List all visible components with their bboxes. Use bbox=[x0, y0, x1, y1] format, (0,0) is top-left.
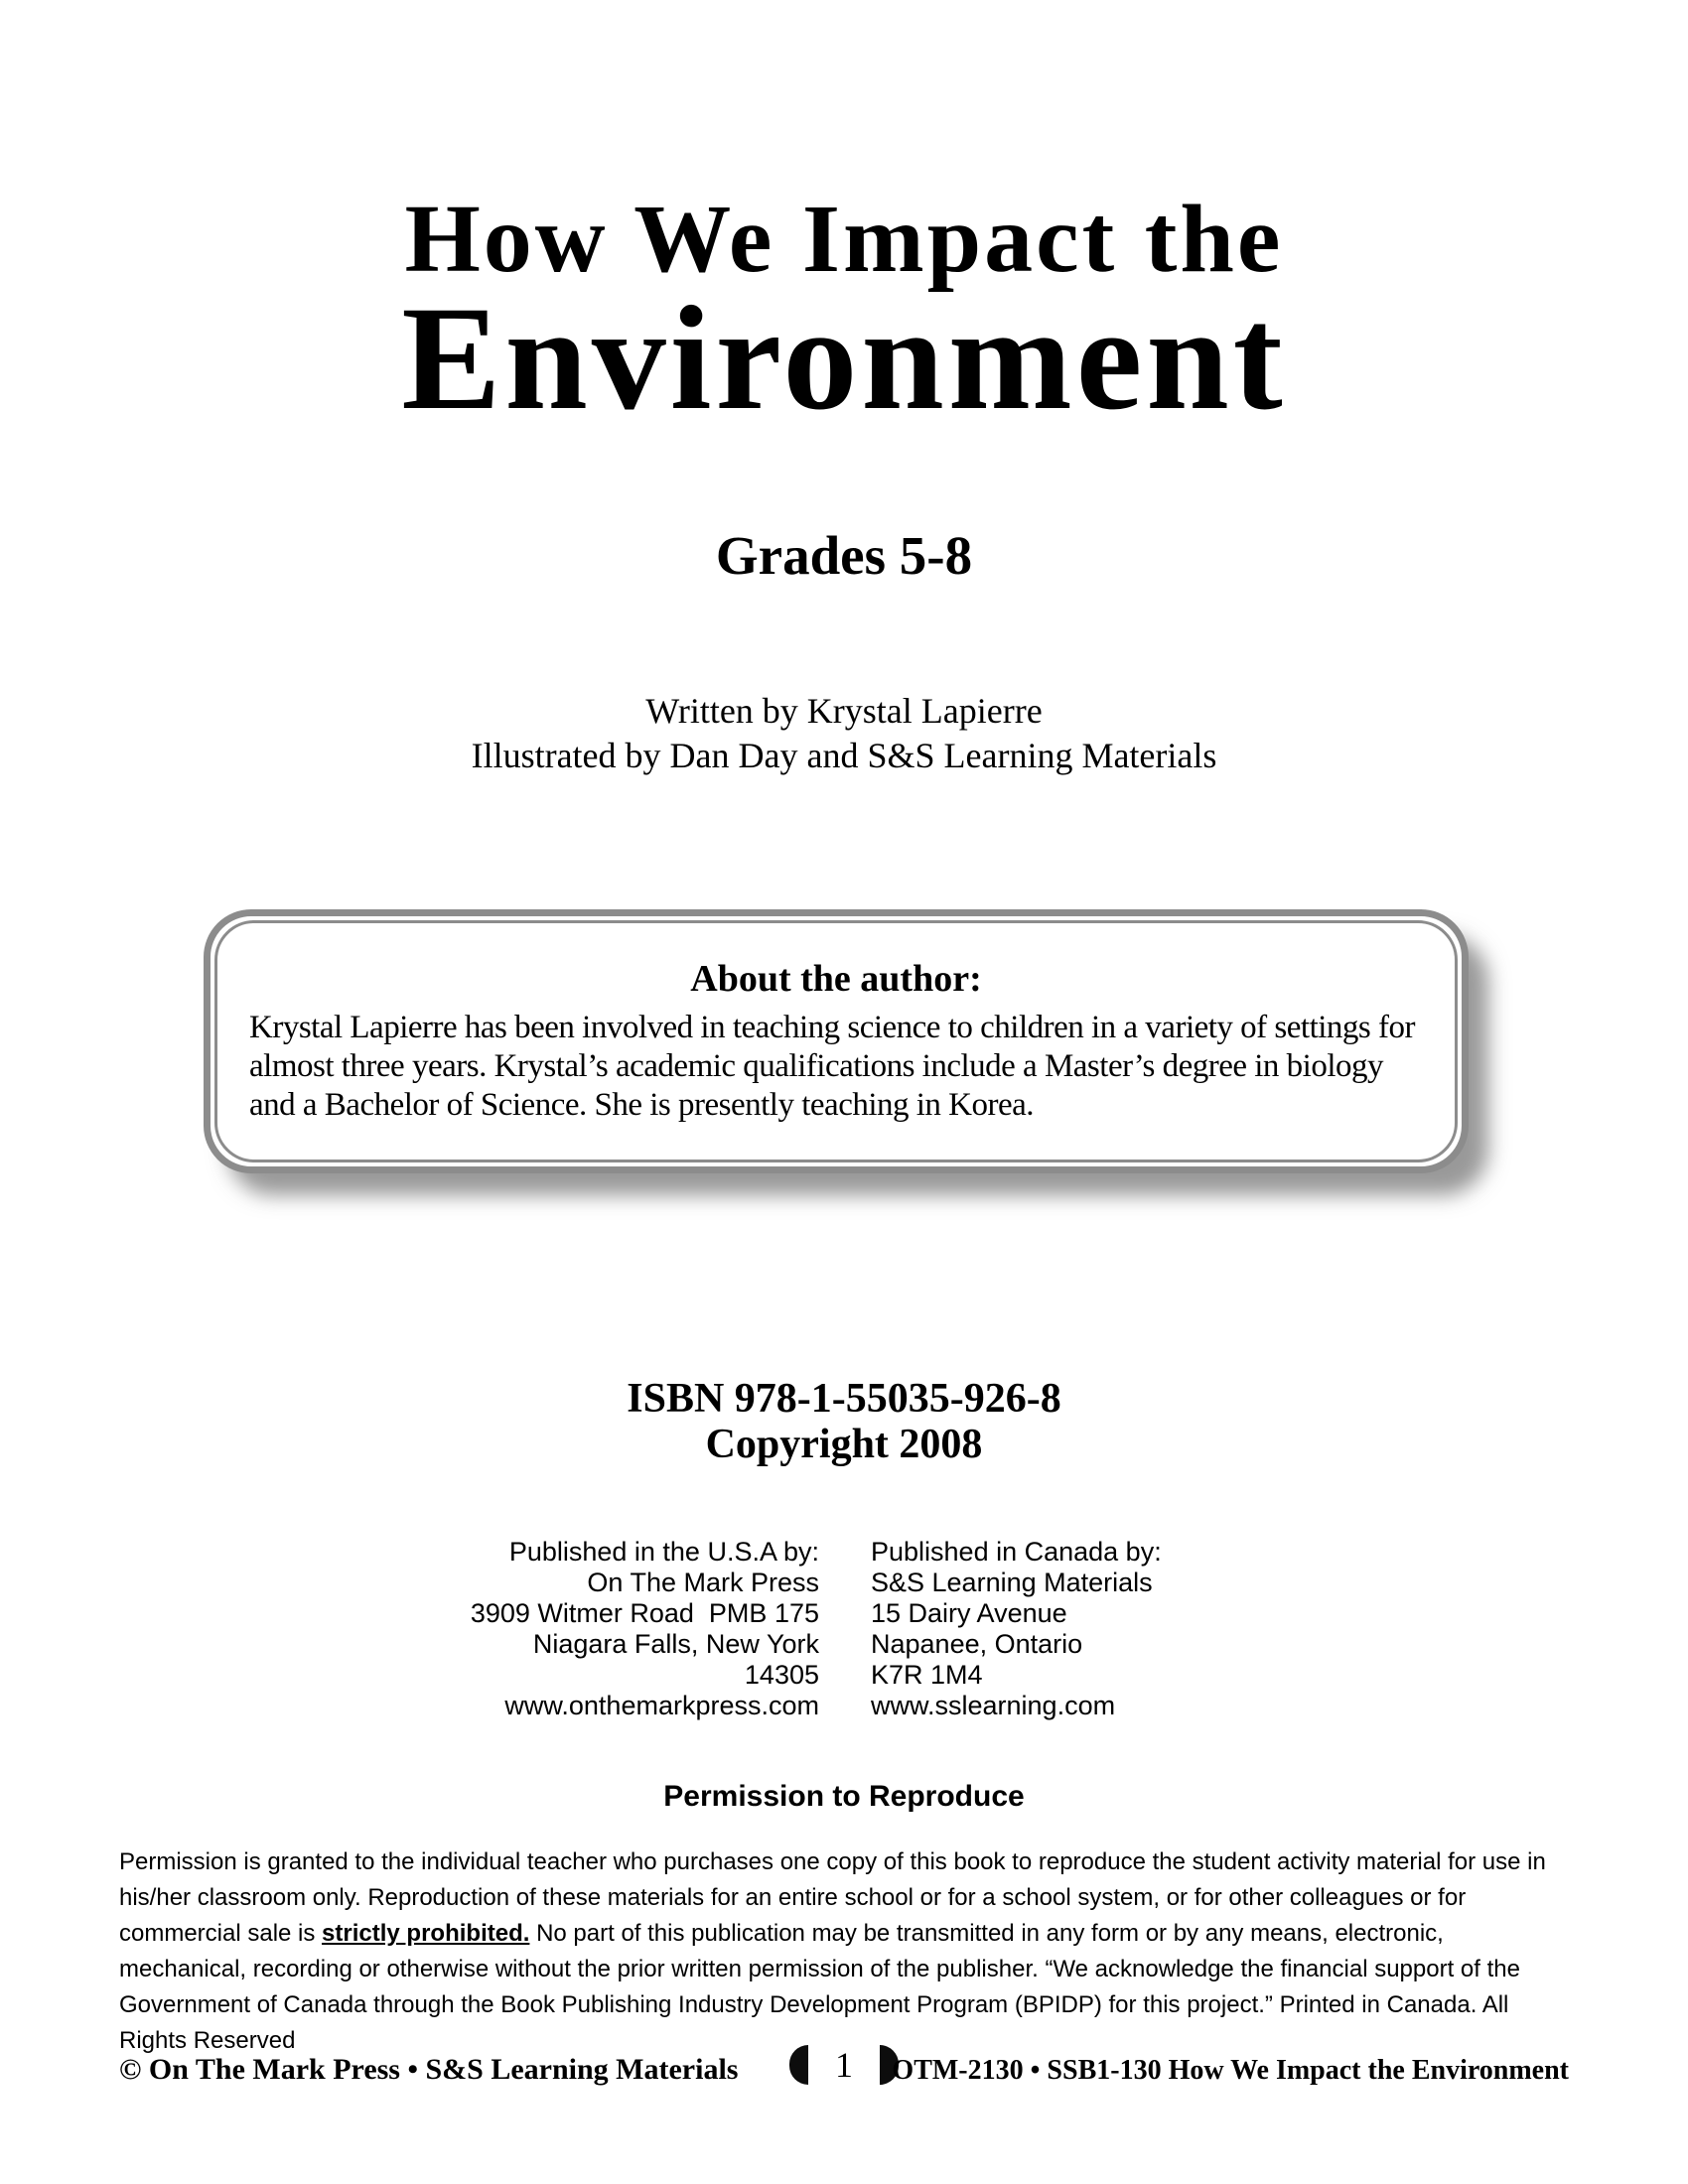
page-marker-left-icon bbox=[789, 2045, 808, 2085]
publisher-usa-column bbox=[471, 1537, 819, 1721]
publisher-usa-url: www.onthemarkpress.com bbox=[504, 1691, 819, 1720]
permission-heading: Permission to Reproduce bbox=[663, 1780, 1025, 1813]
permission-paragraph bbox=[119, 1844, 1571, 2059]
credits bbox=[0, 689, 1688, 778]
publisher-usa-line: Published in the U.S.A by: bbox=[508, 1537, 819, 1567]
publisher-usa-line: 3909 Witmer Road PMB 175 bbox=[470, 1598, 819, 1628]
publisher-canada-line: K7R 1M4 bbox=[871, 1660, 983, 1690]
about-author-heading: About the author: bbox=[690, 958, 982, 1000]
publisher-canada-line: Napanee, Ontario bbox=[871, 1629, 1083, 1659]
about-author-body: Krystal Lapierre has been involved in teaching science to children in a variety of settings for almost three years. Krystal’s academic qualifications include a Master’s degree in biology and a Bachelor of Science. She is presently teaching in Korea. bbox=[249, 1010, 1415, 1123]
publisher-usa-line: Niagara Falls, New York bbox=[532, 1629, 819, 1659]
permission-text-segment: Permission is granted to the individual teacher who purchases one copy of this book to reproduce the student activity material for use in his/her classroom only. Reproduction of these materials for an entire school or for a school system, or for other colleagues or for commercial sale is bbox=[119, 1848, 1546, 1947]
illustrated-by-line: Illustrated by Dan Day and S&S Learning Materials bbox=[471, 736, 1217, 775]
grade-range: Grades 5-8 bbox=[715, 525, 973, 586]
page-number: 1 bbox=[835, 2045, 853, 2085]
publisher-canada-line: S&S Learning Materials bbox=[871, 1568, 1153, 1597]
page-number-marker bbox=[789, 2045, 899, 2085]
isbn-line: ISBN 978-1-55035-926-8 bbox=[627, 1376, 1061, 1422]
footer-copyright: © On The Mark Press • S&S Learning Materials bbox=[119, 2053, 739, 2086]
publisher-canada-url: www.sslearning.com bbox=[871, 1691, 1116, 1720]
written-by-line: Written by Krystal Lapierre bbox=[645, 691, 1043, 731]
publisher-columns bbox=[0, 1537, 1688, 1730]
copyright-line: Copyright 2008 bbox=[705, 1422, 983, 1467]
book-title bbox=[0, 186, 1688, 441]
about-author-box-inner-border bbox=[214, 920, 1458, 1162]
book-title-line1: How We Impact the bbox=[404, 186, 1284, 293]
publisher-usa-line: 14305 bbox=[744, 1660, 819, 1690]
publisher-canada-line: 15 Dairy Avenue bbox=[871, 1598, 1067, 1628]
publisher-canada-line: Published in Canada by: bbox=[871, 1537, 1162, 1567]
publication-info bbox=[0, 1376, 1688, 1467]
page-footer bbox=[0, 2041, 1688, 2095]
permission-text-segment: No part of this publication may be transmitted in any form or by any means, electronic, mechanical, recording or otherwise without the prior written permission of the publisher. “We acknowledge the financial support of the Government of Canada through the Book Publishing Industry Development Program (BPIDP) for this project.” Printed in Canada. All Rights Reserved bbox=[119, 1920, 1520, 2054]
publisher-canada-column bbox=[871, 1537, 1162, 1721]
publisher-usa-line: On The Mark Press bbox=[587, 1568, 819, 1597]
permission-emphasis-segment: strictly prohibited. bbox=[322, 1920, 530, 1947]
footer-product-code: OTM-2130 • SSB1-130 How We Impact the Environment bbox=[892, 2055, 1569, 2086]
about-author-box bbox=[204, 909, 1469, 1173]
book-title-line2: Environment bbox=[401, 276, 1287, 441]
